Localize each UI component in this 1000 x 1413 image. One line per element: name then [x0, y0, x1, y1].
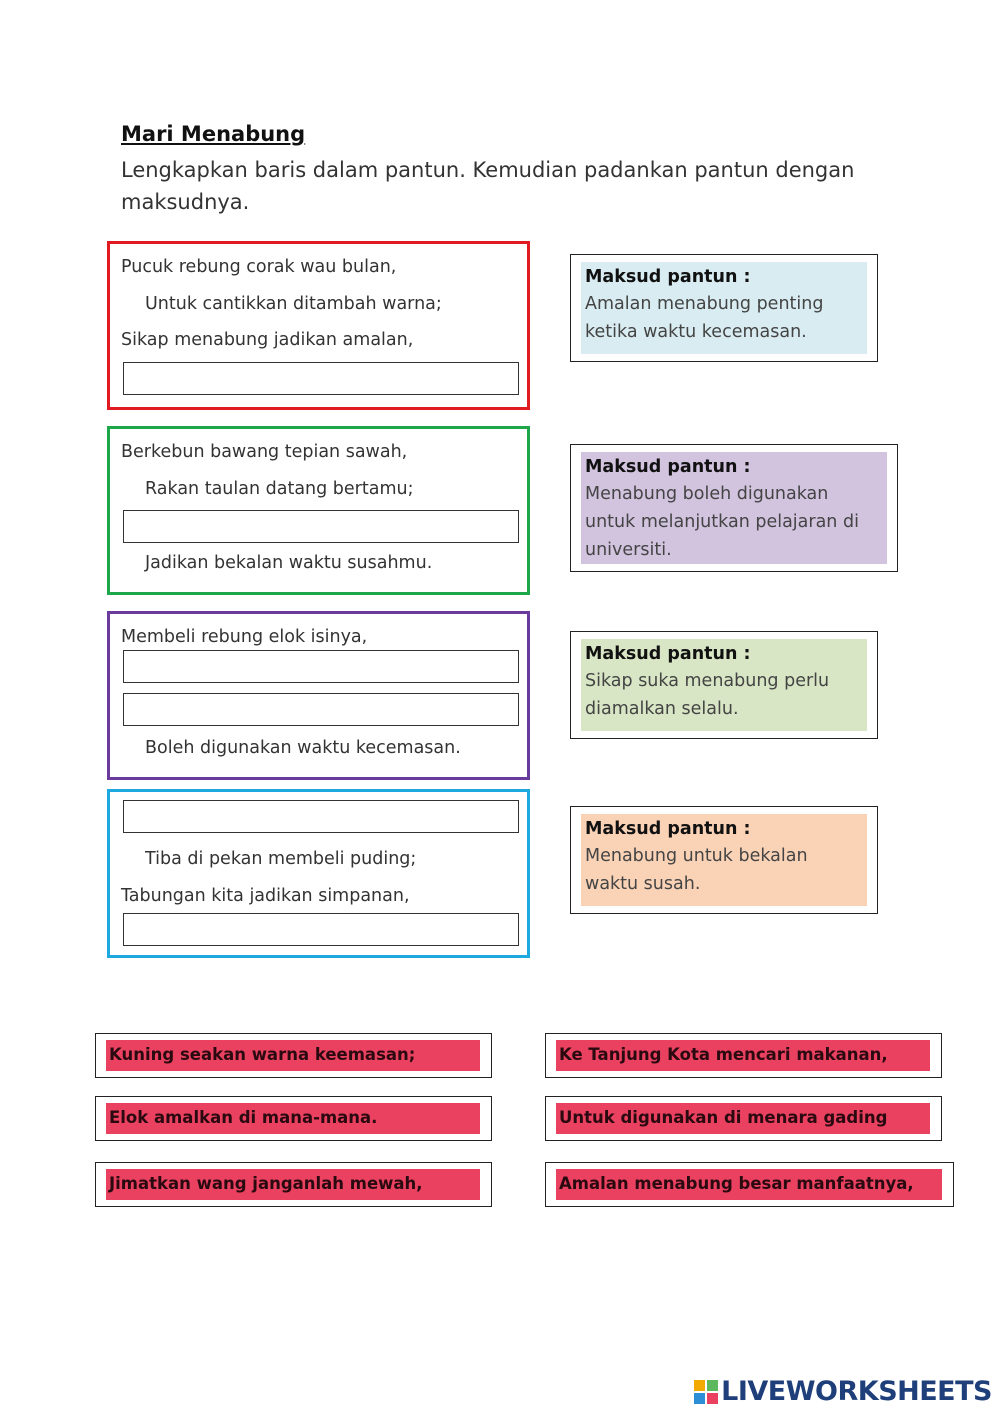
- pantun-box-1: [107, 241, 530, 410]
- answer-card-label: Untuk digunakan di menara gading: [556, 1103, 930, 1134]
- answer-card-label: Elok amalkan di mana-mana.: [106, 1103, 480, 1134]
- pantun-box-2: [107, 426, 530, 595]
- answer-drop-field[interactable]: [123, 800, 519, 833]
- maksud-box-1[interactable]: [570, 254, 878, 362]
- maksud-text: Sikap suka menabung perlu diamalkan selalu.: [585, 671, 830, 719]
- page-title: Mari Menabung: [121, 122, 306, 146]
- pantun-box-3: [107, 611, 530, 780]
- maksud-heading: Maksud pantun :: [585, 819, 751, 839]
- answer-card-5[interactable]: [545, 1096, 942, 1141]
- pantun-line: Membeli rebung elok isinya,: [121, 627, 368, 647]
- answer-card-4[interactable]: [545, 1033, 942, 1078]
- maksud-heading: Maksud pantun :: [585, 267, 751, 287]
- maksud-text: Menabung untuk bekalan waktu susah.: [585, 846, 808, 894]
- liveworksheets-logo: [694, 1376, 992, 1407]
- instruction-text: Lengkapkan baris dalam pantun. Kemudian padankan pantun dengan maksudnya.: [121, 158, 855, 214]
- answer-card-label: Kuning seakan warna keemasan;: [106, 1040, 480, 1071]
- answer-drop-field[interactable]: [123, 913, 519, 946]
- maksud-text: Amalan menabung penting ketika waktu kecemasan.: [585, 294, 824, 342]
- pantun-box-4: [107, 789, 530, 958]
- logo-mark-icon: [694, 1380, 718, 1404]
- answer-drop-field[interactable]: [123, 650, 519, 683]
- answer-card-label: Amalan menabung besar manfaatnya,: [556, 1169, 942, 1200]
- pantun-line: Berkebun bawang tepian sawah,: [121, 442, 408, 462]
- maksud-box-3[interactable]: [570, 631, 878, 739]
- pantun-line: Jadikan bekalan waktu susahmu.: [145, 553, 433, 573]
- pantun-line: Untuk cantikkan ditambah warna;: [145, 294, 442, 314]
- maksud-heading: Maksud pantun :: [585, 457, 751, 477]
- pantun-line: Pucuk rebung corak wau bulan,: [121, 257, 397, 277]
- answer-card-label: Jimatkan wang janganlah mewah,: [106, 1169, 480, 1200]
- answer-drop-field[interactable]: [123, 693, 519, 726]
- pantun-line: Boleh digunakan waktu kecemasan.: [145, 738, 461, 758]
- pantun-line: Tiba di pekan membeli puding;: [145, 849, 417, 869]
- answer-card-6[interactable]: [545, 1162, 954, 1207]
- pantun-line: Rakan taulan datang bertamu;: [145, 479, 414, 499]
- answer-card-3[interactable]: [95, 1162, 492, 1207]
- logo-text: LIVEWORKSHEETS: [721, 1376, 992, 1407]
- answer-card-2[interactable]: [95, 1096, 492, 1141]
- answer-card-label: Ke Tanjung Kota mencari makanan,: [556, 1040, 930, 1071]
- maksud-text: Menabung boleh digunakan untuk melanjutkan pelajaran di universiti.: [585, 484, 859, 560]
- maksud-box-2[interactable]: [570, 444, 898, 572]
- answer-drop-field[interactable]: [123, 362, 519, 395]
- answer-card-1[interactable]: [95, 1033, 492, 1078]
- maksud-heading: Maksud pantun :: [585, 644, 751, 664]
- pantun-line: Sikap menabung jadikan amalan,: [121, 330, 414, 350]
- maksud-box-4[interactable]: [570, 806, 878, 914]
- pantun-line: Tabungan kita jadikan simpanan,: [121, 886, 410, 906]
- answer-drop-field[interactable]: [123, 510, 519, 543]
